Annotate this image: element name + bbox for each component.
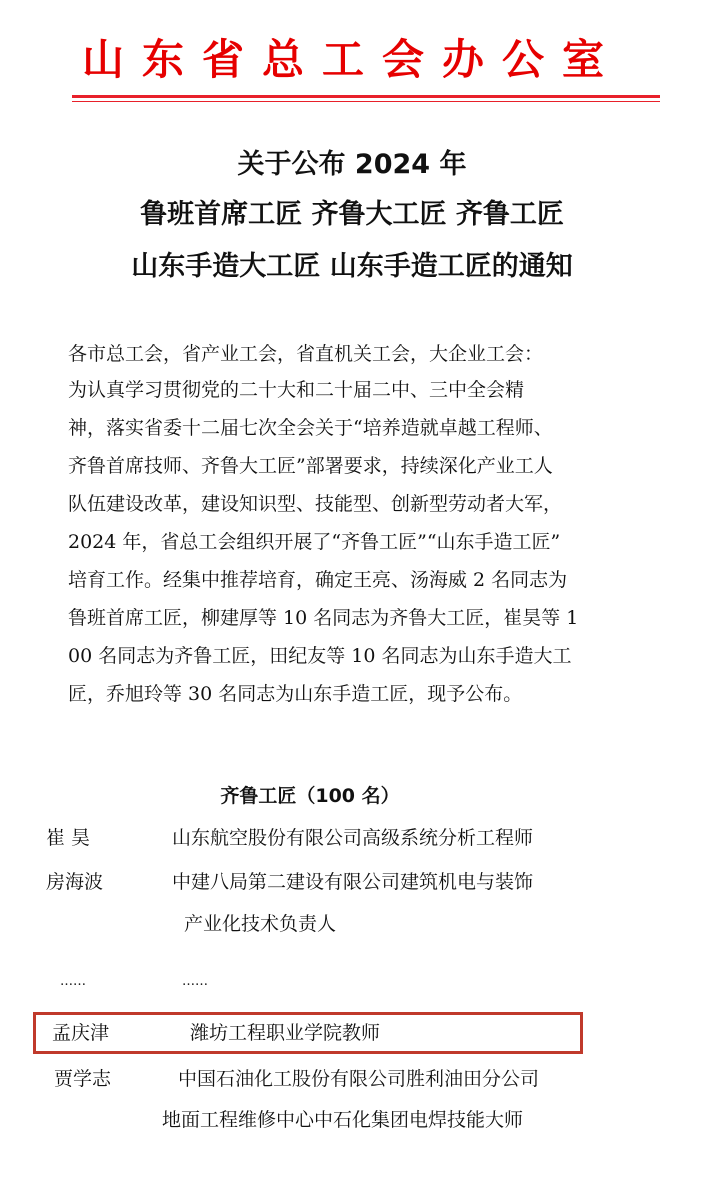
ellipsis-desc: …… [182, 974, 208, 989]
entry-name: 房海波 [46, 871, 104, 893]
body-line: 神，落实省委十二届七次全会关于“培养造就卓越工程师、 [68, 417, 553, 439]
header-rule-thick [72, 95, 660, 98]
salutation: 各市总工会，省产业工会，省直机关工会，大企业工会： [68, 343, 544, 365]
entry-desc: 中建八局第二建设有限公司建筑机电与装饰 [172, 871, 534, 893]
document-title-line-3: 山东手造大工匠 山东手造工匠的通知 [131, 251, 573, 282]
entry-desc-continued: 地面工程维修中心中石化集团电焊技能大师 [162, 1109, 524, 1131]
list-title: 齐鲁工匠（100 名） [220, 785, 400, 807]
entry-name-highlighted: 孟庆津 [52, 1022, 110, 1044]
body-line: 齐鲁首席技师、齐鲁大工匠”部署要求，持续深化产业工人 [68, 455, 553, 477]
entry-desc: 中国石油化工股份有限公司胜利油田分公司 [178, 1068, 540, 1090]
body-line: 匠，乔旭玲等 30 名同志为山东手造工匠，现予公布。 [68, 683, 523, 705]
org-header: 山东省总工会办公室 [81, 35, 622, 84]
body-line: 为认真学习贯彻党的二十大和二十届二中、三中全会精 [68, 379, 525, 401]
header-rule-thin [72, 101, 660, 102]
body-line: 队伍建设改革，建设知识型、技能型、创新型劳动者大军， [68, 493, 563, 515]
entry-name: 崔 昊 [46, 827, 91, 849]
entry-desc: 山东航空股份有限公司高级系统分析工程师 [172, 827, 534, 849]
ellipsis-name: …… [60, 974, 86, 989]
document-title-line-2: 鲁班首席工匠 齐鲁大工匠 齐鲁工匠 [140, 199, 564, 230]
body-line: 培育工作。经集中推荐培育，确定王亮、汤海威 2 名同志为 [68, 569, 568, 591]
entry-name: 贾学志 [54, 1068, 112, 1090]
body-line: 2024 年，省总工会组织开展了“齐鲁工匠”“山东手造工匠” [68, 531, 561, 553]
body-line: 鲁班首席工匠，柳建厚等 10 名同志为齐鲁大工匠，崔昊等 1 [68, 607, 579, 629]
document-title-line-1: 关于公布 2024 年 [237, 149, 467, 180]
entry-desc-continued: 产业化技术负责人 [184, 913, 337, 935]
body-line: 00 名同志为齐鲁工匠，田纪友等 10 名同志为山东手造大工 [68, 645, 572, 667]
entry-desc-highlighted: 潍坊工程职业学院教师 [190, 1022, 381, 1044]
